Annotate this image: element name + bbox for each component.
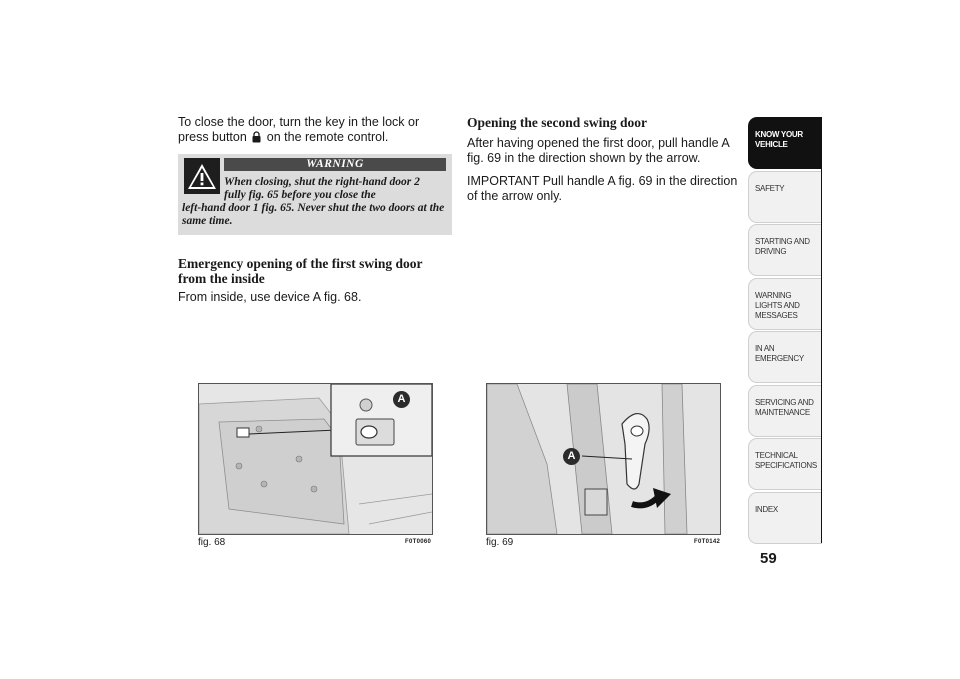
- tab-safety[interactable]: SAFETY: [748, 171, 822, 223]
- right-column: [467, 115, 739, 212]
- tab-in-an-emergency[interactable]: IN AN EMERGENCY: [748, 331, 822, 383]
- figure-68-image: [198, 383, 433, 535]
- emergency-opening-paragraph: From inside, use device A fig. 68.: [178, 290, 362, 304]
- second-door-paragraph: After having opened the first door, pull handle A fig. 69 in the direction shown by the arrow.: [467, 136, 729, 165]
- tab-starting-and-driving[interactable]: STARTING AND DRIVING: [748, 224, 822, 276]
- page-number: 59: [760, 550, 777, 567]
- tab-technical-specifications[interactable]: TECHNICAL SPECIFICATIONS: [748, 438, 822, 490]
- figure-69-code: F0T0142: [694, 539, 721, 545]
- tab-divider: [821, 117, 822, 543]
- figure-68-code: F0T0060: [405, 539, 432, 545]
- tab-know-your-vehicle[interactable]: KNOW YOUR VEHICLE: [748, 117, 822, 169]
- figure-68-callout-badge: A: [393, 391, 410, 408]
- figure-69-image: [486, 383, 721, 535]
- figure-69-caption: fig. 69: [486, 537, 514, 548]
- figure-68-caption: fig. 68: [198, 537, 226, 548]
- warning-text: When closing, shut the right-hand door 2 fully fig. 65 before you close the left-hand door 1 fig. 65. Never shut the two doors at the same time.: [182, 176, 445, 227]
- lock-icon: [252, 131, 261, 143]
- important-paragraph: IMPORTANT Pull handle A fig. 69 in the direction of the arrow only.: [467, 174, 738, 203]
- door-close-paragraph: To close the door, turn the key in the lock or press button on the remote control.: [178, 115, 420, 144]
- emergency-opening-heading: Emergency opening of the first swing door from the inside: [178, 256, 423, 286]
- door-handle-illustration: [487, 384, 720, 534]
- left-column-lower: [178, 256, 443, 313]
- tab-servicing-and-maintenance[interactable]: SERVICING AND MAINTENANCE: [748, 385, 822, 437]
- tab-index[interactable]: INDEX: [748, 492, 822, 544]
- second-door-heading: Opening the second swing door: [467, 115, 648, 130]
- warning-title: WARNING: [224, 158, 446, 171]
- chapter-tabs: [748, 117, 822, 545]
- tab-warning-lights-and-messages[interactable]: WARNING LIGHTS AND MESSAGES: [748, 278, 822, 330]
- figure-69-callout-badge: A: [563, 448, 580, 465]
- warning-box: [178, 154, 452, 235]
- left-column: [178, 115, 453, 153]
